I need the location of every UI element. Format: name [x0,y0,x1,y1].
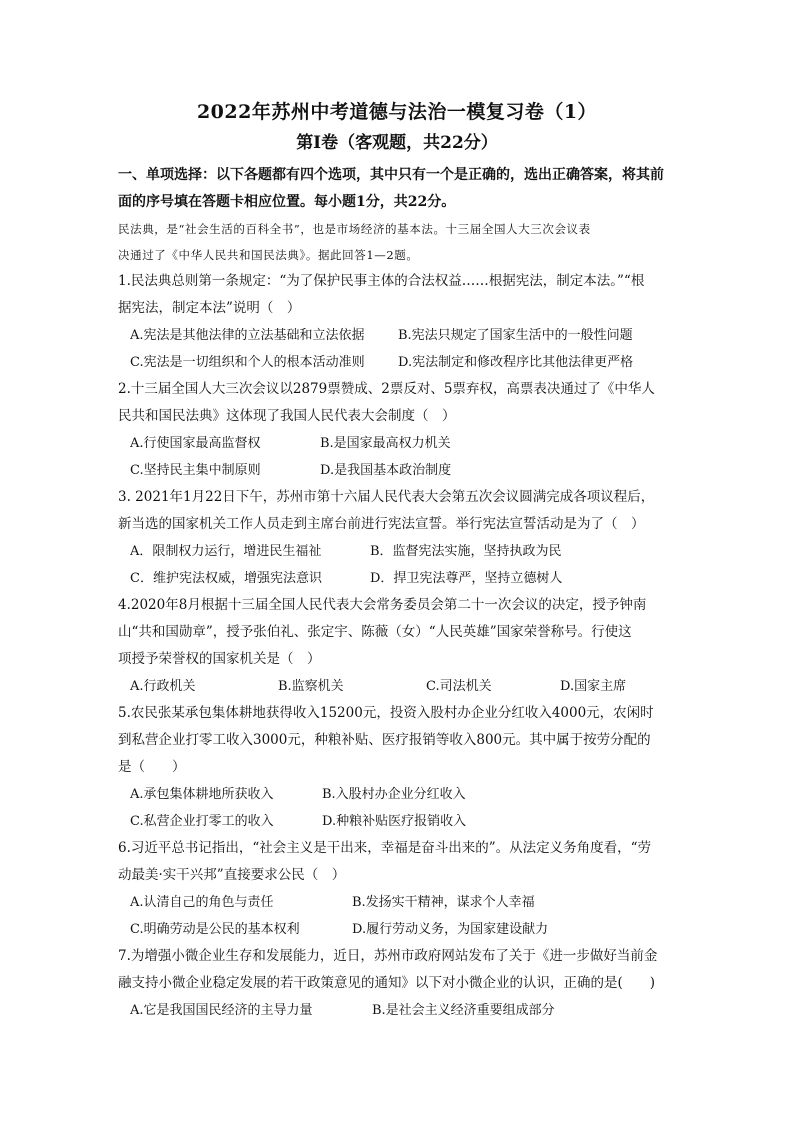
option-b[interactable]: B.监察机关 [278,679,344,694]
option-c[interactable]: C.明确劳动是公民的基本权利 [130,922,300,937]
section-subtitle: 第I卷（客观题，共22分） [296,133,498,153]
option-c[interactable]: C.坚持民主集中制原则 [130,463,261,478]
question-stem-line: 6.习近平总书记指出，“社会主义是干出来，幸福是奋斗出来的”。从法定义务角度看，“劳 [118,840,652,856]
option-row [118,916,688,943]
question-6 [118,835,688,943]
option-d[interactable]: D.种粮补贴医疗报销收入 [322,814,467,829]
question-stem-line: 4.2020年8月根据十三届全国人民代表大会常务委员会第二十一次会议的决定，授予钟南 [118,597,647,613]
question-stem-line: 新当选的国家机关工作人员走到主席台前进行宪法宣誓。举行宪法宣誓活动是为了（ ） [118,516,645,532]
option-row [118,565,688,592]
question-stem-line: 5.农民张某承包集体耕地获得收入15200元，投资入股村办企业分红收入4000元，农闲时 [118,705,654,721]
option-row [118,538,688,565]
option-a[interactable]: A.它是我国国民经济的主导力量 [130,1003,313,1018]
question-stem-line: 是（ ） [118,759,186,775]
option-a[interactable]: A.行政机关 [130,679,196,694]
option-row [118,889,688,916]
option-b[interactable]: B．监督宪法实施，坚持执政为民 [370,544,562,559]
option-c[interactable]: C.私营企业打零工的收入 [130,814,274,829]
question-stem-line: 2.十三届全国人大三次会议以2879票赞成、2票反对、5票弃权，高票表决通过了《中华人 [118,381,655,397]
option-d[interactable]: D.是我国基本政治制度 [320,463,452,478]
option-c[interactable]: C.宪法是一切组织和个人的根本活动准则 [130,355,365,370]
option-b[interactable]: B.是社会主义经济重要组成部分 [372,1003,555,1018]
option-c[interactable]: C.司法机关 [426,679,492,694]
option-a[interactable]: A．限制权力运行，增进民生福祉 [130,544,322,559]
question-4 [118,592,688,700]
option-row [118,322,688,349]
option-b[interactable]: B.是国家最高权力机关 [320,436,451,451]
question-stem-line: 3. 2021年1月22日下午，苏州市第十六届人民代表大会第五次会议圆满完成各项议程后， [118,489,655,505]
question-2 [118,376,688,484]
option-b[interactable]: B.入股村办企业分红收入 [322,787,466,802]
option-a[interactable]: A.认清自己的角色与责任 [130,895,274,910]
question-stem-line: 7.为增强小微企业生存和发展能力，近日，苏州市政府网站发布了关于《进一步做好当前金 [118,948,658,964]
option-a[interactable]: A.宪法是其他法律的立法基础和立法依据 [130,328,365,343]
exam-content [118,162,688,1024]
option-d[interactable]: D.国家主席 [560,679,627,694]
question-stem-line: 动最美·实干兴邦”直接要求公民（ ） [118,867,346,883]
question-3 [118,484,688,592]
option-b[interactable]: B.宪法只规定了国家生活中的一般性问题 [398,328,633,343]
reading-intro-line: 民法典，是“社会生活的百科全书”，也是市场经济的基本法。十三届全国人大三次会议表 [118,222,591,236]
option-row [118,673,688,700]
question-stem-line: 1.民法典总则第一条规定：“为了保护民事主体的合法权益……根据宪法，制定本法。”“根 [118,273,645,289]
option-d[interactable]: D.履行劳动义务，为国家建设献力 [352,922,549,937]
exam-title: 2022年苏州中考道德与法治一模复习卷（1） [196,101,598,123]
option-row [118,457,688,484]
question-stem-line: 到私营企业打零工收入3000元，种粮补贴、医疗报销等收入800元。其中属于按劳分配的 [118,732,651,748]
option-row [118,349,688,376]
option-c[interactable]: C．维护宪法权威，增强宪法意识 [130,571,322,586]
question-stem-line: 民共和国民法典》这体现了我国人民代表大会制度（ ） [118,408,456,424]
option-b[interactable]: B.发扬实干精神，谋求个人幸福 [352,895,535,910]
option-a[interactable]: A.行使国家最高监督权 [130,436,261,451]
option-row [118,808,688,835]
instructions-line: 一、单项选择：以下各题都有四个选项，其中只有一个是正确的，选出正确答案，将其前 [118,167,664,183]
option-d[interactable]: D.宪法制定和修改程序比其他法律更严格 [398,355,634,370]
question-stem-line: 项授予荣誉权的国家机关是（ ） [118,651,321,667]
reading-intro-line: 决通过了《中华人民共和国民法典》。据此回答1—2题。 [118,248,419,262]
option-a[interactable]: A.承包集体耕地所获收入 [130,787,274,802]
question-5 [118,700,688,835]
question-7 [118,943,688,1024]
question-stem-line: 山“共和国勋章”，授予张伯礼、张定宇、陈薇（女）“人民英雄”国家荣誉称号。行使这 [118,624,632,640]
instructions-line: 面的序号填在答题卡相应位置。每小题1分，共22分。 [118,194,456,210]
option-row [118,781,688,808]
option-row [118,430,688,457]
option-d[interactable]: D．捍卫宪法尊严，坚持立德树人 [370,571,563,586]
option-row [118,997,688,1024]
question-1 [118,268,688,376]
question-stem-line: 据宪法，制定本法”说明（ ） [118,300,301,316]
question-stem-line: 融支持小微企业稳定发展的若干政策意见的通知》以下对小微企业的认识，正确的是( ) [118,975,656,991]
